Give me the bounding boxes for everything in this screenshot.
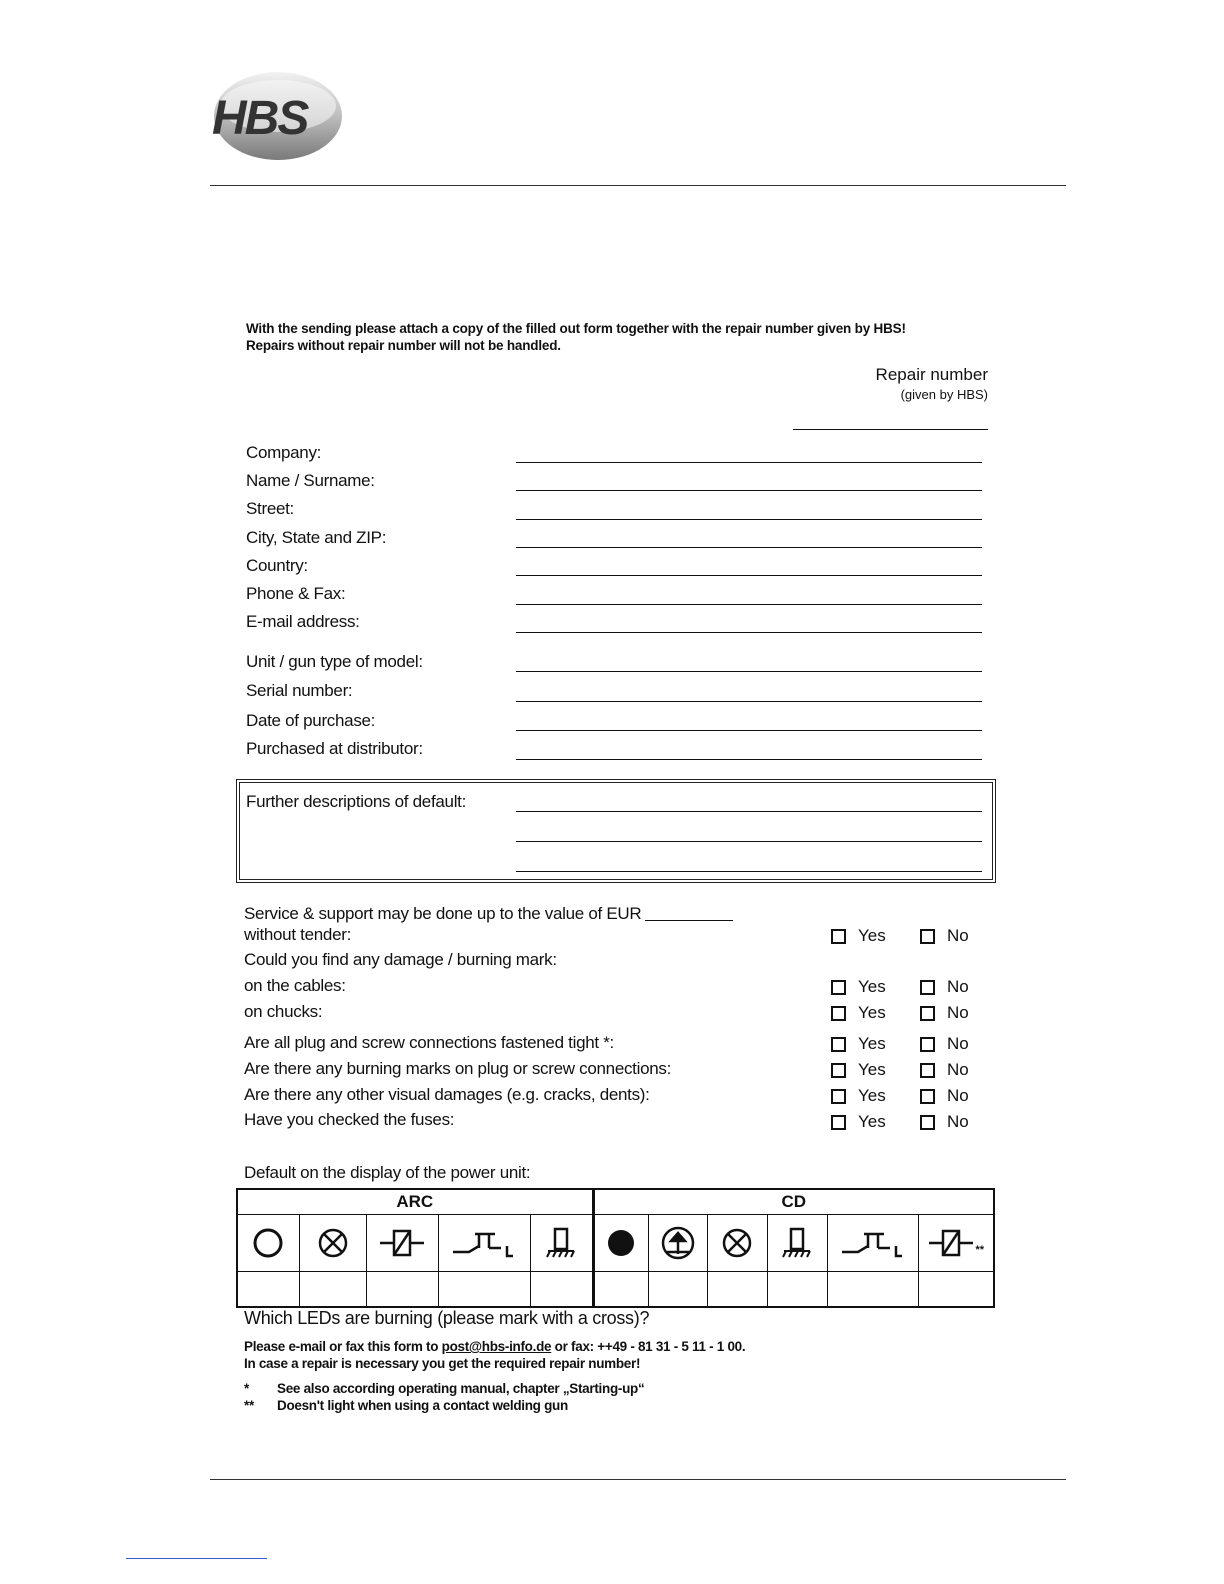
checkbox[interactable] <box>831 1115 846 1130</box>
mark-cell[interactable] <box>827 1272 918 1308</box>
distributor-label: Purchased at distributor: <box>246 739 423 758</box>
chucks-yes-option[interactable]: Yes <box>831 1003 886 1023</box>
burning-marks-no-option[interactable]: No <box>920 1060 969 1080</box>
purchase-date-field[interactable] <box>516 730 982 731</box>
leds-question: Which LEDs are burning (please mark with a cross)? <box>244 1308 650 1328</box>
company-label: Company: <box>246 443 322 462</box>
contact-info <box>244 1338 745 1372</box>
arc-header: ARC <box>237 1189 593 1215</box>
header-divider <box>210 185 1066 186</box>
double-star-mark: ** <box>975 1244 985 1257</box>
cd-led-cross <box>707 1215 767 1272</box>
service-no-option[interactable]: No <box>920 926 969 946</box>
phone-field[interactable] <box>516 604 982 605</box>
visual-damage-no-option[interactable]: No <box>920 1086 969 1106</box>
serial-label: Serial number: <box>246 681 353 700</box>
mark-cell[interactable] <box>366 1272 438 1308</box>
checkbox[interactable] <box>920 1037 935 1052</box>
service-question <box>244 904 733 924</box>
description-line-2[interactable] <box>516 841 982 842</box>
coil-switch-icon <box>378 1226 426 1260</box>
filled-circle-icon <box>604 1226 638 1260</box>
mark-cell[interactable] <box>237 1272 299 1308</box>
damage-heading: Could you find any damage / burning mark: <box>244 950 557 969</box>
checkbox[interactable] <box>831 929 846 944</box>
burning-marks-question: Are there any burning marks on plug or screw connections: <box>244 1059 672 1078</box>
cross-circle-icon <box>720 1226 754 1260</box>
distributor-field[interactable] <box>516 759 982 760</box>
arc-led-ground <box>530 1215 593 1272</box>
service-question-line-2: without tender: <box>244 925 352 944</box>
fuses-no-option[interactable]: No <box>920 1112 969 1132</box>
country-label: Country: <box>246 556 308 575</box>
foot-switch-icon <box>451 1226 517 1260</box>
chucks-question: on chucks: <box>244 1002 323 1021</box>
country-field[interactable] <box>516 575 982 576</box>
mark-cell[interactable] <box>767 1272 827 1308</box>
eur-amount-field[interactable] <box>645 920 733 921</box>
checkbox[interactable] <box>831 1089 846 1104</box>
hbs-logo-graphic <box>206 68 346 164</box>
plug-tight-no-option[interactable]: No <box>920 1034 969 1054</box>
burning-marks-yes-option[interactable]: Yes <box>831 1060 886 1080</box>
street-label: Street: <box>246 499 294 518</box>
arc-led-cross <box>299 1215 366 1272</box>
arc-led-circle <box>237 1215 299 1272</box>
repair-number-block <box>840 365 988 402</box>
mark-cell[interactable] <box>593 1272 648 1308</box>
footer-divider <box>210 1479 1066 1480</box>
description-line-1[interactable] <box>516 811 982 812</box>
mark-cell[interactable] <box>707 1272 767 1308</box>
plug-tight-question: Are all plug and screw connections fastened tight *: <box>244 1033 614 1052</box>
phone-label: Phone & Fax: <box>246 584 346 603</box>
coil-switch-icon <box>927 1226 975 1260</box>
fuses-question: Have you checked the fuses: <box>244 1110 455 1129</box>
checkbox[interactable] <box>920 1063 935 1078</box>
checkbox[interactable] <box>920 980 935 995</box>
description-line-3[interactable] <box>516 871 982 872</box>
cd-led-foot-switch <box>827 1215 918 1272</box>
mark-cell[interactable] <box>299 1272 366 1308</box>
visual-damage-yes-option[interactable]: Yes <box>831 1086 886 1106</box>
footnote-1: * See also according operating manual, chapter „Starting-up“ <box>244 1381 645 1396</box>
display-label: Default on the display of the power unit: <box>244 1163 531 1182</box>
footer-link-underline <box>126 1558 267 1559</box>
model-label: Unit / gun type of model: <box>246 652 423 671</box>
repair-number-title: Repair number <box>875 365 988 384</box>
cables-question: on the cables: <box>244 976 346 995</box>
serial-field[interactable] <box>516 701 982 702</box>
purchase-date-label: Date of purchase: <box>246 711 376 730</box>
footnote-2: ** Doesn't light when using a contact welding gun <box>244 1398 568 1413</box>
fuses-yes-option[interactable]: Yes <box>831 1112 886 1132</box>
cd-led-coil <box>918 1215 994 1272</box>
checkbox[interactable] <box>831 1063 846 1078</box>
svg-text:HBS: HBS <box>212 92 308 145</box>
ground-clamp-icon <box>780 1226 814 1260</box>
arc-led-foot-switch <box>438 1215 530 1272</box>
contact-line-2: In case a repair is necessary you get the required repair number! <box>244 1356 641 1371</box>
cables-yes-option[interactable]: Yes <box>831 977 886 997</box>
name-field[interactable] <box>516 490 982 491</box>
repair-number-subtitle: (given by HBS) <box>900 387 988 402</box>
service-yes-option[interactable]: Yes <box>831 926 886 946</box>
description-label: Further descriptions of default: <box>246 792 467 811</box>
checkbox[interactable] <box>920 1006 935 1021</box>
city-field[interactable] <box>516 547 982 548</box>
contact-line-1: Please e-mail or fax this form to post@hbs-info.de or fax: ++49 - 81 31 - 5 11 - 1 00. <box>244 1339 746 1354</box>
cd-led-ground <box>767 1215 827 1272</box>
model-field[interactable] <box>516 671 982 672</box>
city-label: City, State and ZIP: <box>246 528 387 547</box>
cd-header: CD <box>593 1189 994 1215</box>
notice-line-2: Repairs without repair number will not be handled. <box>246 338 561 353</box>
ground-clamp-icon <box>544 1226 578 1260</box>
chucks-no-option[interactable]: No <box>920 1003 969 1023</box>
checkbox[interactable] <box>831 1006 846 1021</box>
email-label: E-mail address: <box>246 612 360 631</box>
cables-no-option[interactable]: No <box>920 977 969 997</box>
email-link[interactable]: post@hbs-info.de <box>441 1339 552 1354</box>
led-table <box>236 1188 995 1308</box>
repair-number-field[interactable] <box>793 429 988 430</box>
email-field[interactable] <box>516 632 982 633</box>
company-field[interactable] <box>516 462 982 463</box>
arrow-up-circle-icon <box>659 1224 697 1262</box>
circle-outline-icon <box>251 1226 285 1260</box>
plug-tight-yes-option[interactable]: Yes <box>831 1034 886 1054</box>
mark-cell[interactable] <box>648 1272 707 1308</box>
cross-circle-icon <box>316 1226 350 1260</box>
notice <box>246 320 906 354</box>
checkbox[interactable] <box>831 980 846 995</box>
checkbox[interactable] <box>920 1115 935 1130</box>
street-field[interactable] <box>516 519 982 520</box>
name-label: Name / Surname: <box>246 471 375 490</box>
visual-damage-question: Are there any other visual damages (e.g. cracks, dents): <box>244 1085 650 1104</box>
notice-line-1: With the sending please attach a copy of the filled out form together with the repair number given by HBS! <box>246 321 906 336</box>
hbs-logo <box>206 68 346 164</box>
mark-cell[interactable] <box>530 1272 593 1308</box>
mark-cell[interactable] <box>918 1272 994 1308</box>
cd-led-filled <box>593 1215 648 1272</box>
cd-led-arrow <box>648 1215 707 1272</box>
foot-switch-icon <box>840 1226 906 1260</box>
mark-cell[interactable] <box>438 1272 530 1308</box>
checkbox[interactable] <box>831 1037 846 1052</box>
arc-led-coil <box>366 1215 438 1272</box>
checkbox[interactable] <box>920 1089 935 1104</box>
checkbox[interactable] <box>920 929 935 944</box>
service-question-text: Service & support may be done up to the value of EUR <box>244 904 642 923</box>
